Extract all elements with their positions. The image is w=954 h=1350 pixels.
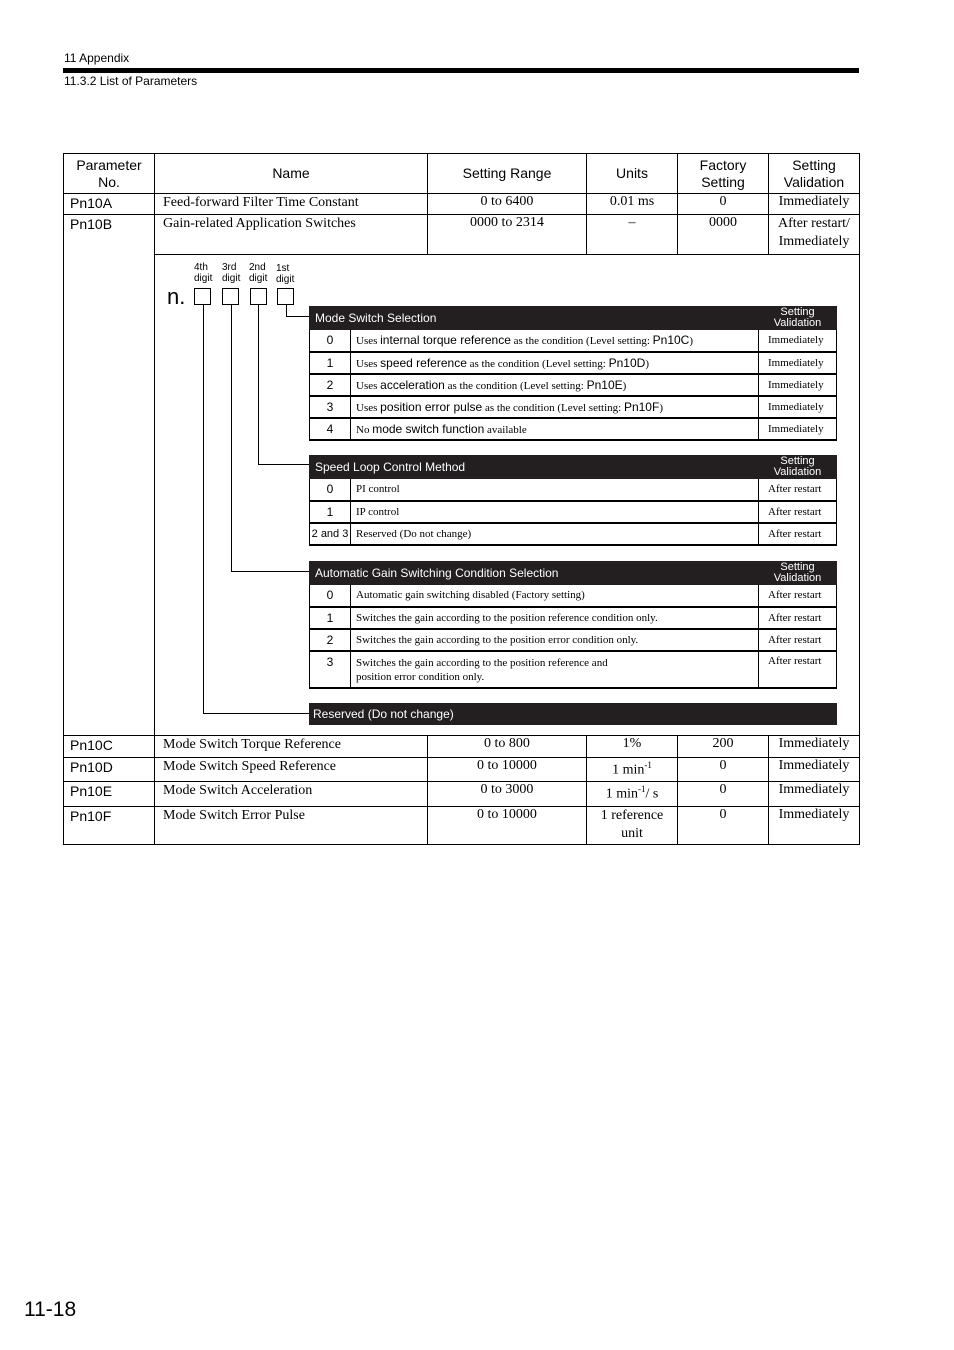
list-item [310,501,837,523]
connector-2nd [258,305,259,465]
col-header-factory-setting: Factory Setting [678,154,769,194]
param-range: 0 to 10000 [428,758,587,782]
col-header-setting-validation: Setting Validation [769,154,860,194]
param-range: 0 to 6400 [428,194,587,215]
param-factory: 0 [678,758,769,782]
param-no: Pn10C [64,736,155,758]
option-description: Switches the gain according to the position error condition only. [351,629,759,651]
speed-loop-header [310,456,837,479]
speed-loop-title: Speed Loop Control Method [310,456,759,479]
digit-box-4th [194,288,211,305]
col-header-units: Units [587,154,678,194]
mode-switch-table [309,306,837,441]
digit-label-3rd: 3rd digit [222,262,241,284]
mode-switch-header [310,307,837,330]
col-header-name: Name [155,154,428,194]
param-range: 0 to 800 [428,736,587,758]
table-row [64,215,860,255]
option-validation: After restart [759,479,837,501]
param-validation: After restart/ Immediately [769,215,860,255]
param-no: Pn10B [64,215,155,736]
param-name: Mode Switch Error Pulse [155,807,428,845]
param-validation: Immediately [769,782,860,807]
table-row [64,807,860,845]
col-header-setting-range: Setting Range [428,154,587,194]
option-description: Switches the gain according to the position reference condition only. [351,607,759,629]
connector-3rd [231,305,232,572]
param-factory: 0 [678,194,769,215]
param-factory: 200 [678,736,769,758]
option-description: Automatic gain switching disabled (Factory setting) [351,585,759,607]
param-units: 1 reference unit [587,807,678,845]
option-value: 2 and 3 [310,523,351,545]
reserved-bar: Reserved (Do not change) [309,703,837,725]
option-value: 3 [310,651,351,688]
param-no: Pn10A [64,194,155,215]
param-validation: Immediately [769,807,860,845]
param-name: Mode Switch Speed Reference [155,758,428,782]
option-description: Uses position error pulse as the condition (Level setting: Pn10F) [351,396,759,418]
param-range: 0000 to 2314 [428,215,587,255]
mode-switch-title: Mode Switch Selection [310,307,759,330]
digit-box-2nd [250,288,267,305]
list-item [310,396,837,418]
option-value: 2 [310,374,351,396]
param-no: Pn10F [64,807,155,845]
option-description: Switches the gain according to the position reference and position error condition only. [351,651,759,688]
setting-validation-label: Setting Validation [759,562,837,585]
digit-label-2nd: 2nd digit [249,262,268,284]
list-item [310,330,837,352]
digit-label-1st: 1st digit [276,263,295,285]
option-validation: After restart [759,585,837,607]
connector-4th [203,305,204,714]
param-name: Gain-related Application Switches [155,215,428,255]
param-factory: 0 [678,807,769,845]
param-factory: 0000 [678,215,769,255]
option-validation: After restart [759,501,837,523]
option-validation: Immediately [759,330,837,352]
option-validation: After restart [759,523,837,545]
page-number: 11-18 [24,1298,77,1321]
digit-label-4th: 4th digit [194,262,213,284]
param-range: 0 to 10000 [428,807,587,845]
option-description: IP control [351,501,759,523]
param-validation: Immediately [769,736,860,758]
list-item [310,585,837,607]
param-no: Pn10E [64,782,155,807]
param-range: 0 to 3000 [428,782,587,807]
option-validation: After restart [759,651,837,688]
digit-box-3rd [222,288,239,305]
section-heading: 11.3.2 List of Parameters [64,74,198,88]
option-validation: Immediately [759,396,837,418]
parameter-prefix: n. [167,284,186,309]
param-validation: Immediately [769,194,860,215]
option-validation: Immediately [759,374,837,396]
option-value: 0 [310,330,351,352]
option-description: Uses internal torque reference as the condition (Level setting: Pn10C) [351,330,759,352]
param-validation: Immediately [769,758,860,782]
table-header-row [64,154,860,194]
list-item [310,418,837,440]
option-value: 0 [310,585,351,607]
option-validation: Immediately [759,352,837,374]
list-item [310,523,837,545]
option-validation: After restart [759,607,837,629]
option-description: No mode switch function available [351,418,759,440]
option-value: 2 [310,629,351,651]
chapter-heading: 11 Appendix [64,51,130,65]
option-value: 3 [310,396,351,418]
auto-gain-table [309,561,837,689]
table-row [64,736,860,758]
option-value: 1 [310,501,351,523]
setting-validation-label: Setting Validation [759,456,837,479]
list-item [310,479,837,501]
setting-validation-label: Setting Validation [759,307,837,330]
connector-4th-h [203,713,309,714]
list-item [310,629,837,651]
auto-gain-title: Automatic Gain Switching Condition Selection [310,562,759,585]
table-row [64,758,860,782]
option-description: Uses speed reference as the condition (Level setting: Pn10D) [351,352,759,374]
option-description: Reserved (Do not change) [351,523,759,545]
option-validation: After restart [759,629,837,651]
param-units: 1 $\min^{-1}$ [587,758,678,782]
option-value: 1 [310,352,351,374]
param-units: 0.01 ms [587,194,678,215]
list-item [310,607,837,629]
connector-3rd-h [231,571,309,572]
digit-box-1st [277,288,294,305]
speed-loop-table [309,455,837,546]
param-factory: 0 [678,782,769,807]
list-item [310,374,837,396]
table-row [64,782,860,807]
auto-gain-header [310,562,837,585]
connector-2nd-h [258,464,309,465]
option-description: Uses acceleration as the condition (Level setting: Pn10E) [351,374,759,396]
option-value: 0 [310,479,351,501]
option-value: 1 [310,607,351,629]
option-description: PI control [351,479,759,501]
param-name: Mode Switch Torque Reference [155,736,428,758]
list-item [310,651,837,688]
connector-1st-h [286,316,309,317]
param-units: 1 $\min^{-1}/$ s [587,782,678,807]
col-header-parameter-no: Parameter No. [64,154,155,194]
param-no: Pn10D [64,758,155,782]
table-row [64,194,860,215]
param-name: Mode Switch Acceleration [155,782,428,807]
list-item [310,352,837,374]
param-units: 1% [587,736,678,758]
param-units: – [587,215,678,255]
option-value: 4 [310,418,351,440]
option-validation: Immediately [759,418,837,440]
header-rule [63,68,859,73]
param-name: Feed-forward Filter Time Constant [155,194,428,215]
